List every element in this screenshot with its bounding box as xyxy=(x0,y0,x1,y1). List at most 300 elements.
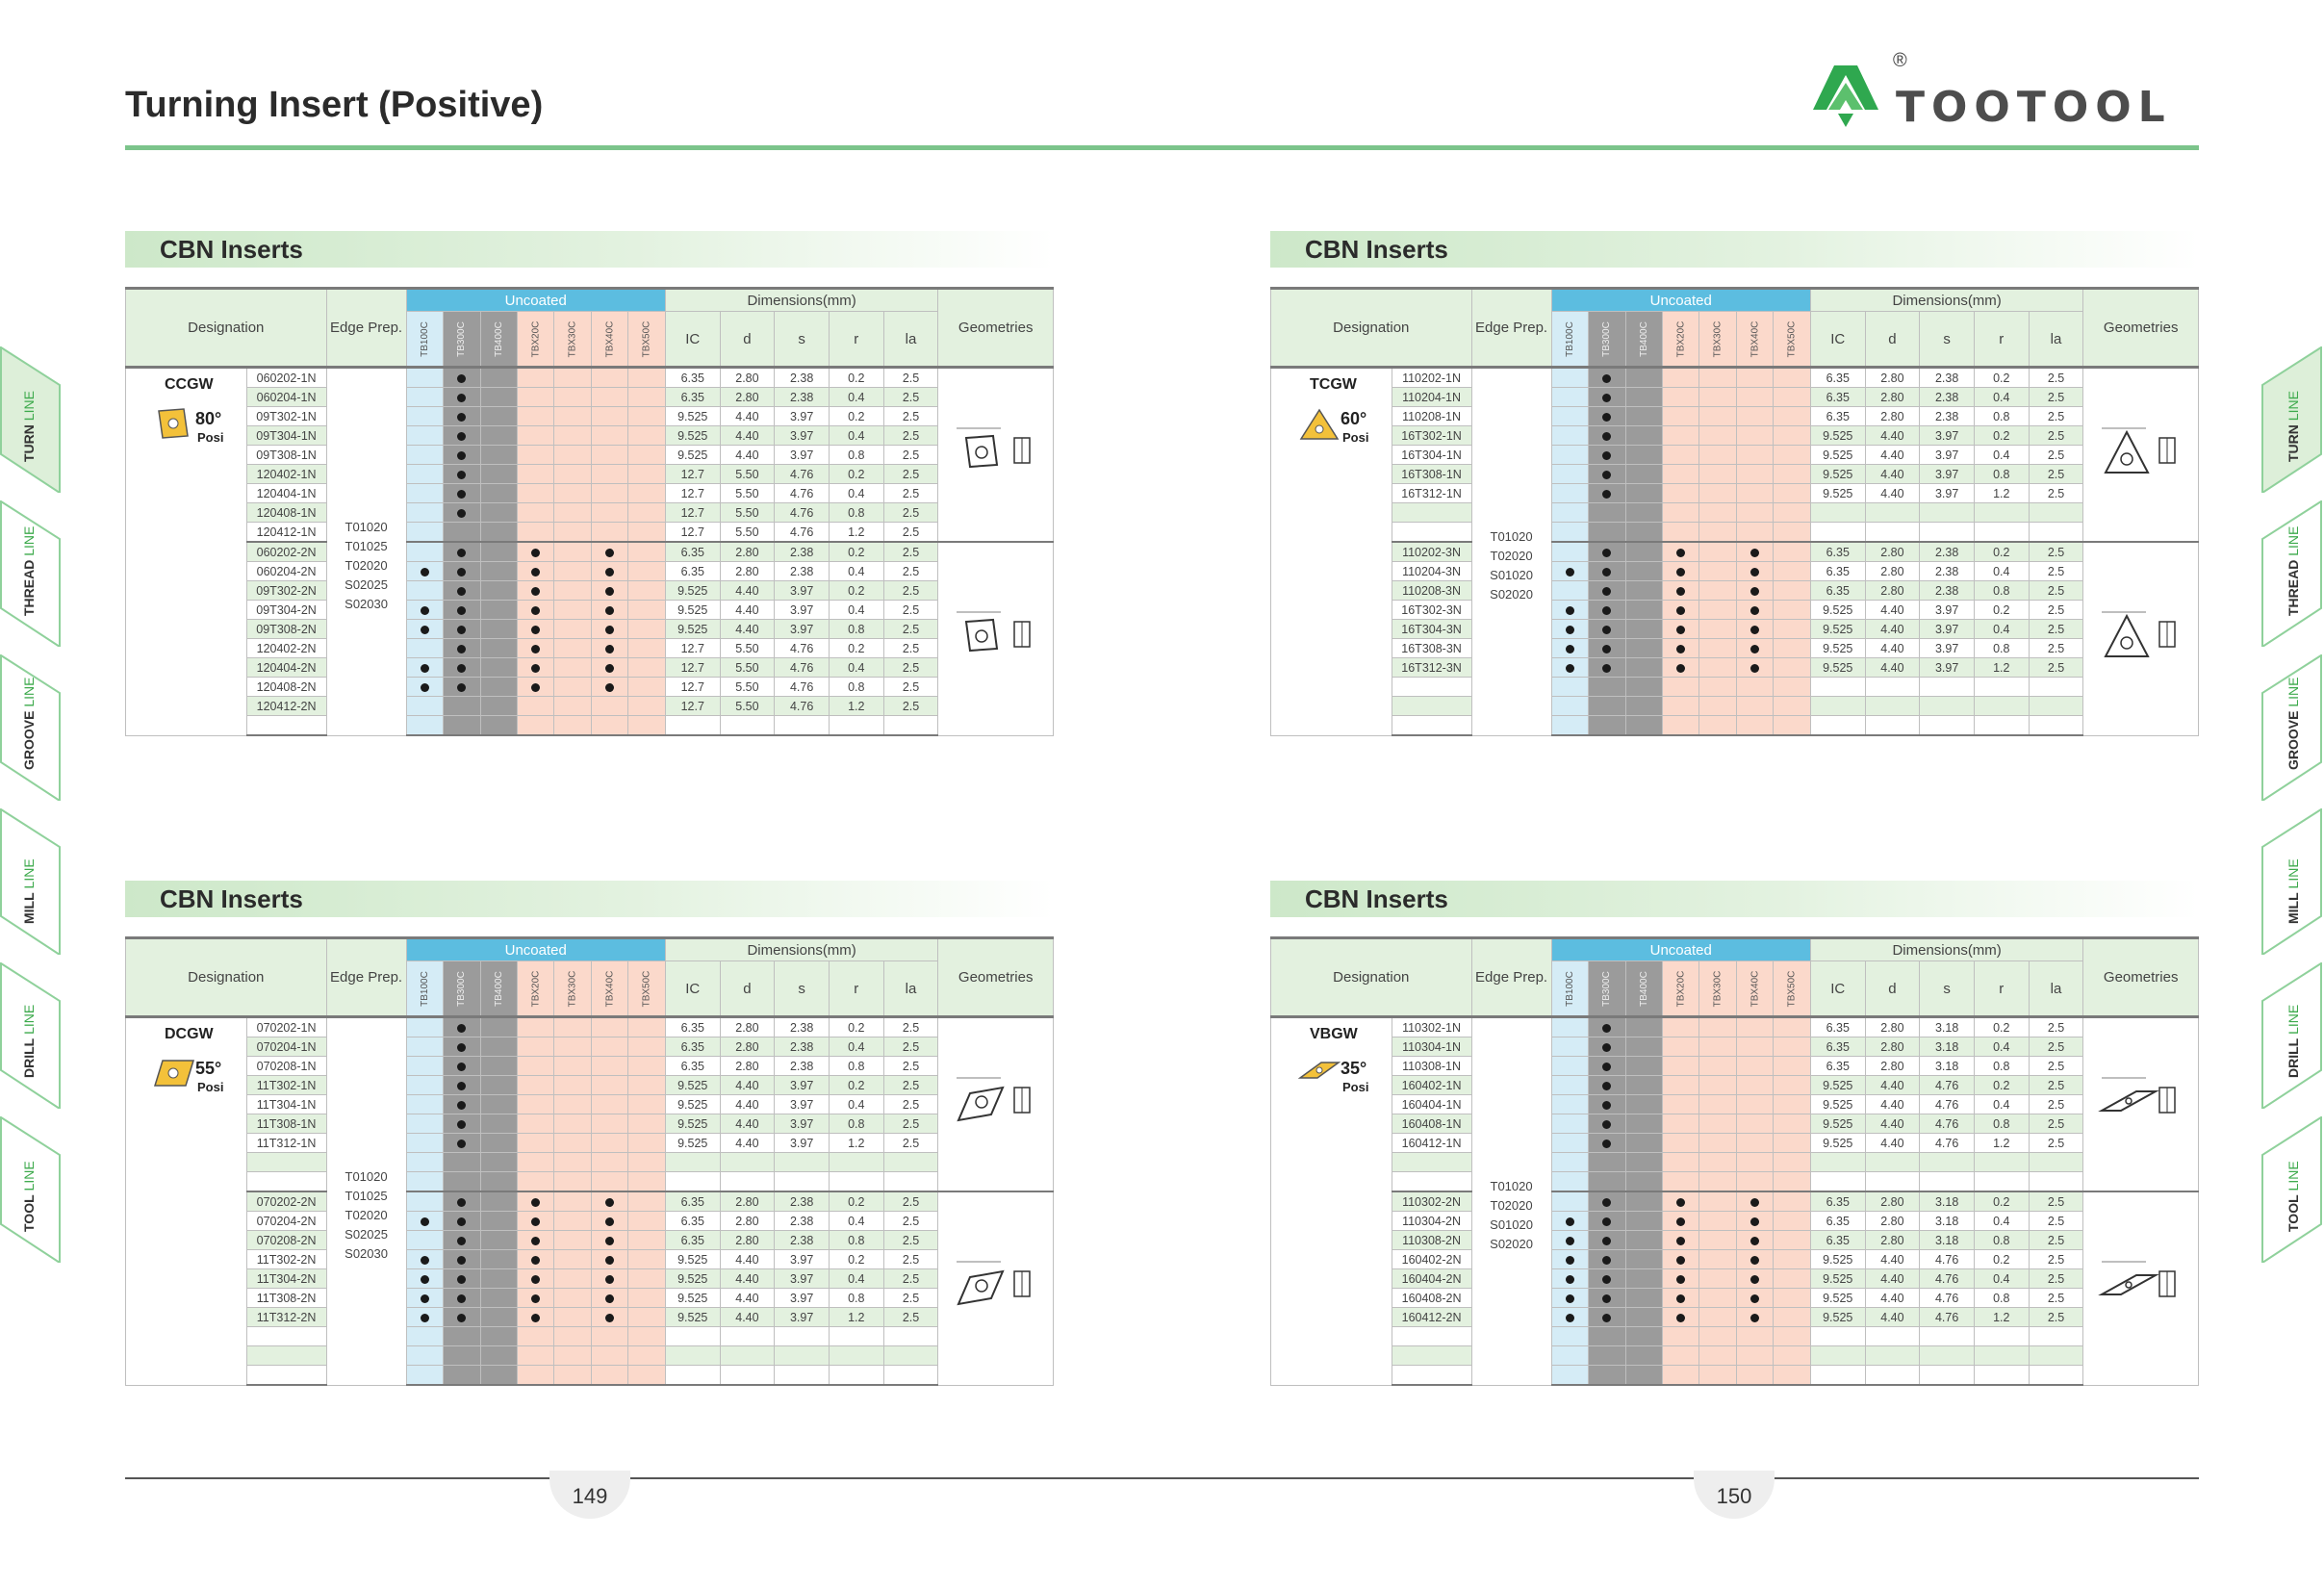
table-row xyxy=(126,1250,1054,1269)
dim-value xyxy=(1920,678,1975,697)
dim-value: 2.80 xyxy=(720,1037,775,1057)
edge-prep-item: S02020 xyxy=(1490,1237,1533,1252)
part-code xyxy=(1392,503,1471,523)
grade-cell xyxy=(1589,465,1625,484)
grade-cell xyxy=(444,697,480,716)
dim-value: 3.18 xyxy=(1920,1191,1975,1212)
part-code: 110308-1N xyxy=(1392,1057,1471,1076)
grade-cell xyxy=(1589,523,1625,543)
grade-cell xyxy=(1551,1172,1588,1192)
insert-name: CCGW xyxy=(165,376,214,393)
dim-value: 6.35 xyxy=(665,562,720,581)
grade-label: TB100C xyxy=(1564,970,1575,1007)
availability-dot-icon xyxy=(1676,645,1685,653)
grade-cell xyxy=(1625,484,1662,503)
grade-cell xyxy=(406,1289,443,1308)
availability-dot-icon xyxy=(1676,1275,1685,1284)
dim-value xyxy=(1974,1346,2029,1366)
dim-value: 0.2 xyxy=(829,1250,883,1269)
grade-cell xyxy=(1736,484,1773,503)
grade-cell xyxy=(591,1076,627,1095)
grade-cell xyxy=(444,1076,480,1095)
grade-cell xyxy=(1625,1114,1662,1134)
dim-value: 2.80 xyxy=(1865,581,1920,601)
grade-cell xyxy=(1736,1114,1773,1134)
table-row xyxy=(126,484,1054,503)
grade-header xyxy=(1551,961,1588,1017)
availability-dot-icon xyxy=(457,471,466,479)
grade-cell xyxy=(406,601,443,620)
availability-dot-icon xyxy=(1750,664,1759,673)
grade-cell xyxy=(1662,716,1698,736)
dim-value: 4.40 xyxy=(720,620,775,639)
dim-value: 0.4 xyxy=(1974,1212,2029,1231)
dim-value xyxy=(1810,697,1865,716)
dim-value: 0.2 xyxy=(829,639,883,658)
availability-dot-icon xyxy=(1566,606,1574,615)
grade-cell xyxy=(1662,1212,1698,1231)
grade-cell xyxy=(1662,1269,1698,1289)
grade-cell xyxy=(1551,1346,1588,1366)
part-code xyxy=(246,1346,326,1366)
grade-cell xyxy=(1589,484,1625,503)
grade-cell xyxy=(444,426,480,446)
dim-value xyxy=(1810,1346,1865,1366)
dim-header: d xyxy=(720,961,775,1017)
grade-label: TBX30C xyxy=(567,320,578,357)
grade-cell xyxy=(1551,1153,1588,1172)
grade-cell xyxy=(1774,716,1811,736)
part-code: 110304-1N xyxy=(1392,1037,1471,1057)
grade-cell xyxy=(1625,1308,1662,1327)
grade-cell xyxy=(591,542,627,562)
availability-dot-icon xyxy=(421,606,429,615)
dim-value: 2.5 xyxy=(2029,601,2083,620)
dim-value: 4.40 xyxy=(1865,1134,1920,1153)
footer-rule xyxy=(125,1477,2199,1479)
grade-cell xyxy=(1589,368,1625,388)
dim-value xyxy=(1920,716,1975,736)
grade-cell xyxy=(1662,1172,1698,1192)
part-code xyxy=(246,1327,326,1346)
table-row xyxy=(126,1134,1054,1153)
grade-header xyxy=(1774,961,1811,1017)
side-tab-mill[interactable] xyxy=(2260,808,2322,955)
table-row xyxy=(1271,1134,2199,1153)
side-tab-label-main: THREAD xyxy=(21,559,37,616)
grade-cell xyxy=(554,678,591,697)
availability-dot-icon xyxy=(531,1237,540,1245)
part-code: 070208-1N xyxy=(246,1057,326,1076)
grade-header xyxy=(554,961,591,1017)
dim-value: 9.525 xyxy=(665,601,720,620)
grade-cell xyxy=(554,446,591,465)
grade-cell xyxy=(480,465,517,484)
grade-cell xyxy=(517,484,553,503)
dim-value xyxy=(1865,523,1920,543)
availability-dot-icon xyxy=(531,1294,540,1303)
dim-value: 0.2 xyxy=(829,581,883,601)
dim-value xyxy=(1974,716,2029,736)
dim-value: 4.76 xyxy=(1920,1076,1975,1095)
availability-dot-icon xyxy=(1750,1217,1759,1226)
availability-dot-icon xyxy=(1602,432,1611,441)
dim-value: 5.50 xyxy=(720,523,775,543)
dim-value: 4.40 xyxy=(720,1269,775,1289)
table-row xyxy=(126,388,1054,407)
grade-cell xyxy=(1625,639,1662,658)
part-code: 120402-1N xyxy=(246,465,326,484)
grade-cell xyxy=(444,1017,480,1037)
side-tab-drill[interactable] xyxy=(2260,962,2322,1109)
side-tab-groove[interactable] xyxy=(0,654,62,801)
dim-value: 3.18 xyxy=(1920,1017,1975,1037)
grade-cell xyxy=(591,1095,627,1114)
grade-cell xyxy=(1774,1153,1811,1172)
availability-dot-icon xyxy=(421,1256,429,1265)
dim-value: 0.2 xyxy=(1974,1191,2029,1212)
grade-label: TB100C xyxy=(419,970,430,1007)
dim-value: 0.8 xyxy=(829,1231,883,1250)
grade-cell xyxy=(480,542,517,562)
table-row xyxy=(1271,1172,2199,1192)
grade-cell xyxy=(1551,1076,1588,1095)
grade-header xyxy=(1589,312,1625,368)
grade-cell xyxy=(1625,1037,1662,1057)
dim-value: 12.7 xyxy=(665,465,720,484)
availability-dot-icon xyxy=(421,568,429,576)
grade-header xyxy=(1774,312,1811,368)
grade-cell xyxy=(1589,1366,1625,1386)
side-tab-groove[interactable] xyxy=(2260,654,2322,801)
table-row xyxy=(126,1346,1054,1366)
grade-cell xyxy=(406,1134,443,1153)
availability-dot-icon xyxy=(1602,664,1611,673)
grade-cell xyxy=(1699,503,1736,523)
grade-cell xyxy=(1625,697,1662,716)
dim-value: 4.76 xyxy=(1920,1250,1975,1269)
dim-value: 9.525 xyxy=(1810,658,1865,678)
grade-cell xyxy=(554,639,591,658)
dim-header: d xyxy=(1865,961,1920,1017)
dim-value: 2.5 xyxy=(2029,484,2083,503)
dim-value xyxy=(720,1172,775,1192)
dim-value: 12.7 xyxy=(665,678,720,697)
grade-header xyxy=(591,961,627,1017)
grade-cell xyxy=(1589,388,1625,407)
grade-cell xyxy=(1625,503,1662,523)
dim-value: 4.40 xyxy=(720,1250,775,1269)
grade-cell xyxy=(517,658,553,678)
side-tab-label-suffix: LINE xyxy=(21,858,37,893)
dim-value xyxy=(883,1153,938,1172)
grade-cell xyxy=(444,562,480,581)
grade-cell xyxy=(1662,407,1698,426)
dim-value: 3.18 xyxy=(1920,1037,1975,1057)
table-row xyxy=(126,1057,1054,1076)
dim-value xyxy=(1865,1327,1920,1346)
dim-value: 0.2 xyxy=(1974,1250,2029,1269)
grade-cell xyxy=(517,1191,553,1212)
part-code: 11T312-2N xyxy=(246,1308,326,1327)
side-tab-thread[interactable] xyxy=(0,500,62,647)
section-heading: CBN Inserts xyxy=(125,231,1054,268)
grade-cell xyxy=(480,562,517,581)
dim-value: 4.76 xyxy=(775,465,830,484)
grade-header xyxy=(1589,961,1625,1017)
table-row xyxy=(1271,562,2199,581)
grade-label: TBX40C xyxy=(1749,320,1761,357)
part-code xyxy=(246,1153,326,1172)
availability-dot-icon xyxy=(605,626,614,634)
table-row xyxy=(126,1212,1054,1231)
dim-value: 9.525 xyxy=(665,407,720,426)
part-code: 11T312-1N xyxy=(246,1134,326,1153)
grade-cell xyxy=(628,1057,666,1076)
grade-cell xyxy=(1736,1289,1773,1308)
grade-cell xyxy=(1774,639,1811,658)
availability-dot-icon xyxy=(457,645,466,653)
grade-label: TBX50C xyxy=(1786,970,1798,1007)
dim-value xyxy=(2029,1346,2083,1366)
dim-value: 2.38 xyxy=(775,368,830,388)
availability-dot-icon xyxy=(457,664,466,673)
side-tab-tool[interactable] xyxy=(0,1116,62,1263)
dim-value: 2.80 xyxy=(1865,562,1920,581)
dim-value: 0.4 xyxy=(1974,446,2029,465)
grade-cell xyxy=(1774,1366,1811,1386)
dim-value: 0.2 xyxy=(1974,542,2029,562)
dim-value: 9.525 xyxy=(1810,426,1865,446)
grade-cell xyxy=(1662,1037,1698,1057)
geometry-drawing-icon xyxy=(938,1017,1054,1192)
dim-value: 6.35 xyxy=(665,542,720,562)
insert-angle: 55° xyxy=(195,1059,222,1078)
availability-dot-icon xyxy=(457,490,466,499)
grade-cell xyxy=(480,1289,517,1308)
dim-value xyxy=(1974,1366,2029,1386)
dim-value: 9.525 xyxy=(665,1269,720,1289)
side-tab-turn[interactable] xyxy=(0,346,62,493)
availability-dot-icon xyxy=(421,1294,429,1303)
side-tab-mill[interactable] xyxy=(0,808,62,955)
dim-value: 2.5 xyxy=(2029,1191,2083,1212)
dim-value: 3.97 xyxy=(775,1250,830,1269)
grade-cell xyxy=(517,1327,553,1346)
section-tcgw xyxy=(1270,231,2199,736)
grade-cell xyxy=(1736,1134,1773,1153)
dim-value: 4.40 xyxy=(720,1308,775,1327)
part-code: 110202-1N xyxy=(1392,368,1471,388)
availability-dot-icon xyxy=(1602,1063,1611,1071)
grade-cell xyxy=(591,484,627,503)
grade-cell xyxy=(1551,1212,1588,1231)
grade-cell xyxy=(1551,1114,1588,1134)
grade-cell xyxy=(444,407,480,426)
side-tab-label xyxy=(21,391,37,462)
grade-cell xyxy=(406,1076,443,1095)
dim-value: 3.18 xyxy=(1920,1057,1975,1076)
dim-value: 2.5 xyxy=(883,1250,938,1269)
grade-cell xyxy=(406,716,443,736)
table-row xyxy=(1271,426,2199,446)
grade-cell xyxy=(444,1114,480,1134)
grade-cell xyxy=(1625,465,1662,484)
grade-cell xyxy=(1774,1289,1811,1308)
grade-cell xyxy=(591,1231,627,1250)
dim-value xyxy=(1865,1366,1920,1386)
table-row xyxy=(126,697,1054,716)
grade-cell xyxy=(480,1037,517,1057)
grade-cell xyxy=(1625,1231,1662,1250)
dim-value: 3.97 xyxy=(775,581,830,601)
grade-cell xyxy=(591,407,627,426)
availability-dot-icon xyxy=(1566,1237,1574,1245)
grade-cell xyxy=(480,503,517,523)
dim-value: 0.4 xyxy=(829,1037,883,1057)
grade-cell xyxy=(1736,678,1773,697)
dim-value xyxy=(1810,678,1865,697)
grade-cell xyxy=(480,581,517,601)
availability-dot-icon xyxy=(1566,1314,1574,1322)
dim-value: 0.4 xyxy=(829,484,883,503)
dim-header: la xyxy=(2029,961,2083,1017)
dim-value: 6.35 xyxy=(1810,542,1865,562)
grade-cell xyxy=(628,1153,666,1172)
grade-cell xyxy=(1625,1327,1662,1346)
side-tab-label-suffix: LINE xyxy=(2286,1161,2301,1195)
dim-value: 6.35 xyxy=(1810,1057,1865,1076)
grade-cell xyxy=(1551,407,1588,426)
dim-value xyxy=(883,1346,938,1366)
dim-value xyxy=(829,1153,883,1172)
grade-cell xyxy=(517,1037,553,1057)
grade-cell xyxy=(1551,1134,1588,1153)
table-row xyxy=(126,1269,1054,1289)
dim-value: 2.5 xyxy=(883,465,938,484)
dim-value: 9.525 xyxy=(1810,465,1865,484)
grade-label: TB400C xyxy=(1638,320,1649,357)
grade-label: TBX50C xyxy=(1786,320,1798,357)
dim-header: s xyxy=(775,312,830,368)
grade-cell xyxy=(1662,639,1698,658)
dim-value xyxy=(2029,678,2083,697)
dim-value: 0.2 xyxy=(829,542,883,562)
table-row xyxy=(126,1289,1054,1308)
availability-dot-icon xyxy=(457,394,466,402)
dim-value: 0.8 xyxy=(1974,1057,2029,1076)
part-code: 120412-2N xyxy=(246,697,326,716)
grade-cell xyxy=(1774,1134,1811,1153)
grade-cell xyxy=(628,1366,666,1386)
grade-cell xyxy=(554,1269,591,1289)
availability-dot-icon xyxy=(1602,568,1611,576)
table-row xyxy=(126,658,1054,678)
grade-cell xyxy=(1774,601,1811,620)
insert-info xyxy=(1271,1017,1392,1386)
table-row xyxy=(1271,465,2199,484)
dim-value: 5.50 xyxy=(720,697,775,716)
side-tab-label-main: GROOVE xyxy=(2286,710,2301,770)
dim-value: 3.97 xyxy=(1920,426,1975,446)
table-row xyxy=(1271,388,2199,407)
grade-cell xyxy=(554,484,591,503)
dim-value: 6.35 xyxy=(1810,1191,1865,1212)
edge-prep-header: Edge Prep. xyxy=(326,938,406,1017)
grade-cell xyxy=(444,1366,480,1386)
grade-cell xyxy=(591,1346,627,1366)
dim-value: 2.38 xyxy=(775,542,830,562)
dim-value: 2.5 xyxy=(883,601,938,620)
availability-dot-icon xyxy=(1602,471,1611,479)
availability-dot-icon xyxy=(605,683,614,692)
grade-cell xyxy=(1625,1289,1662,1308)
dim-value: 2.80 xyxy=(1865,1191,1920,1212)
dim-value: 6.35 xyxy=(1810,562,1865,581)
dim-value: 6.35 xyxy=(1810,1037,1865,1057)
grade-cell xyxy=(480,1076,517,1095)
grade-label: TBX40C xyxy=(1749,970,1761,1007)
insert-type: Posi xyxy=(197,430,224,445)
part-code xyxy=(1392,697,1471,716)
dim-value: 2.80 xyxy=(1865,407,1920,426)
grade-cell xyxy=(1736,1095,1773,1114)
grade-cell xyxy=(406,368,443,388)
availability-dot-icon xyxy=(1602,451,1611,460)
grade-cell xyxy=(480,658,517,678)
dim-value: 3.97 xyxy=(775,1114,830,1134)
side-tab-tool[interactable] xyxy=(2260,1116,2322,1263)
dim-value: 6.35 xyxy=(665,1057,720,1076)
dim-value: 0.4 xyxy=(829,388,883,407)
availability-dot-icon xyxy=(531,1275,540,1284)
dim-value: 4.76 xyxy=(775,658,830,678)
uncoated-header: Uncoated xyxy=(406,938,665,961)
side-tab-turn[interactable] xyxy=(2260,346,2322,493)
grade-cell xyxy=(628,1250,666,1269)
dim-value: 6.35 xyxy=(1810,1231,1865,1250)
part-code: 160402-2N xyxy=(1392,1250,1471,1269)
dim-value: 2.5 xyxy=(2029,1037,2083,1057)
dim-header: r xyxy=(829,312,883,368)
grade-cell xyxy=(406,484,443,503)
grade-header xyxy=(1699,312,1736,368)
dim-value: 6.35 xyxy=(665,368,720,388)
grade-cell xyxy=(1625,716,1662,736)
dim-value: 4.40 xyxy=(720,407,775,426)
table-row xyxy=(1271,484,2199,503)
part-code: 070208-2N xyxy=(246,1231,326,1250)
dim-value xyxy=(1865,1172,1920,1192)
table-row xyxy=(1271,1289,2199,1308)
table-row xyxy=(1271,697,2199,716)
part-code: 160404-2N xyxy=(1392,1269,1471,1289)
side-tab-drill[interactable] xyxy=(0,962,62,1109)
grade-cell xyxy=(1736,407,1773,426)
grade-cell xyxy=(444,1172,480,1192)
grade-cell xyxy=(480,678,517,697)
section-heading: CBN Inserts xyxy=(125,881,1054,917)
grade-cell xyxy=(1699,465,1736,484)
side-tab-thread[interactable] xyxy=(2260,500,2322,647)
grade-cell xyxy=(1589,1346,1625,1366)
dim-value: 3.18 xyxy=(1920,1212,1975,1231)
grade-cell xyxy=(1774,581,1811,601)
grade-cell xyxy=(1551,581,1588,601)
edge-prep-header: Edge Prep. xyxy=(326,289,406,368)
availability-dot-icon xyxy=(531,1314,540,1322)
grade-cell xyxy=(1774,1191,1811,1212)
